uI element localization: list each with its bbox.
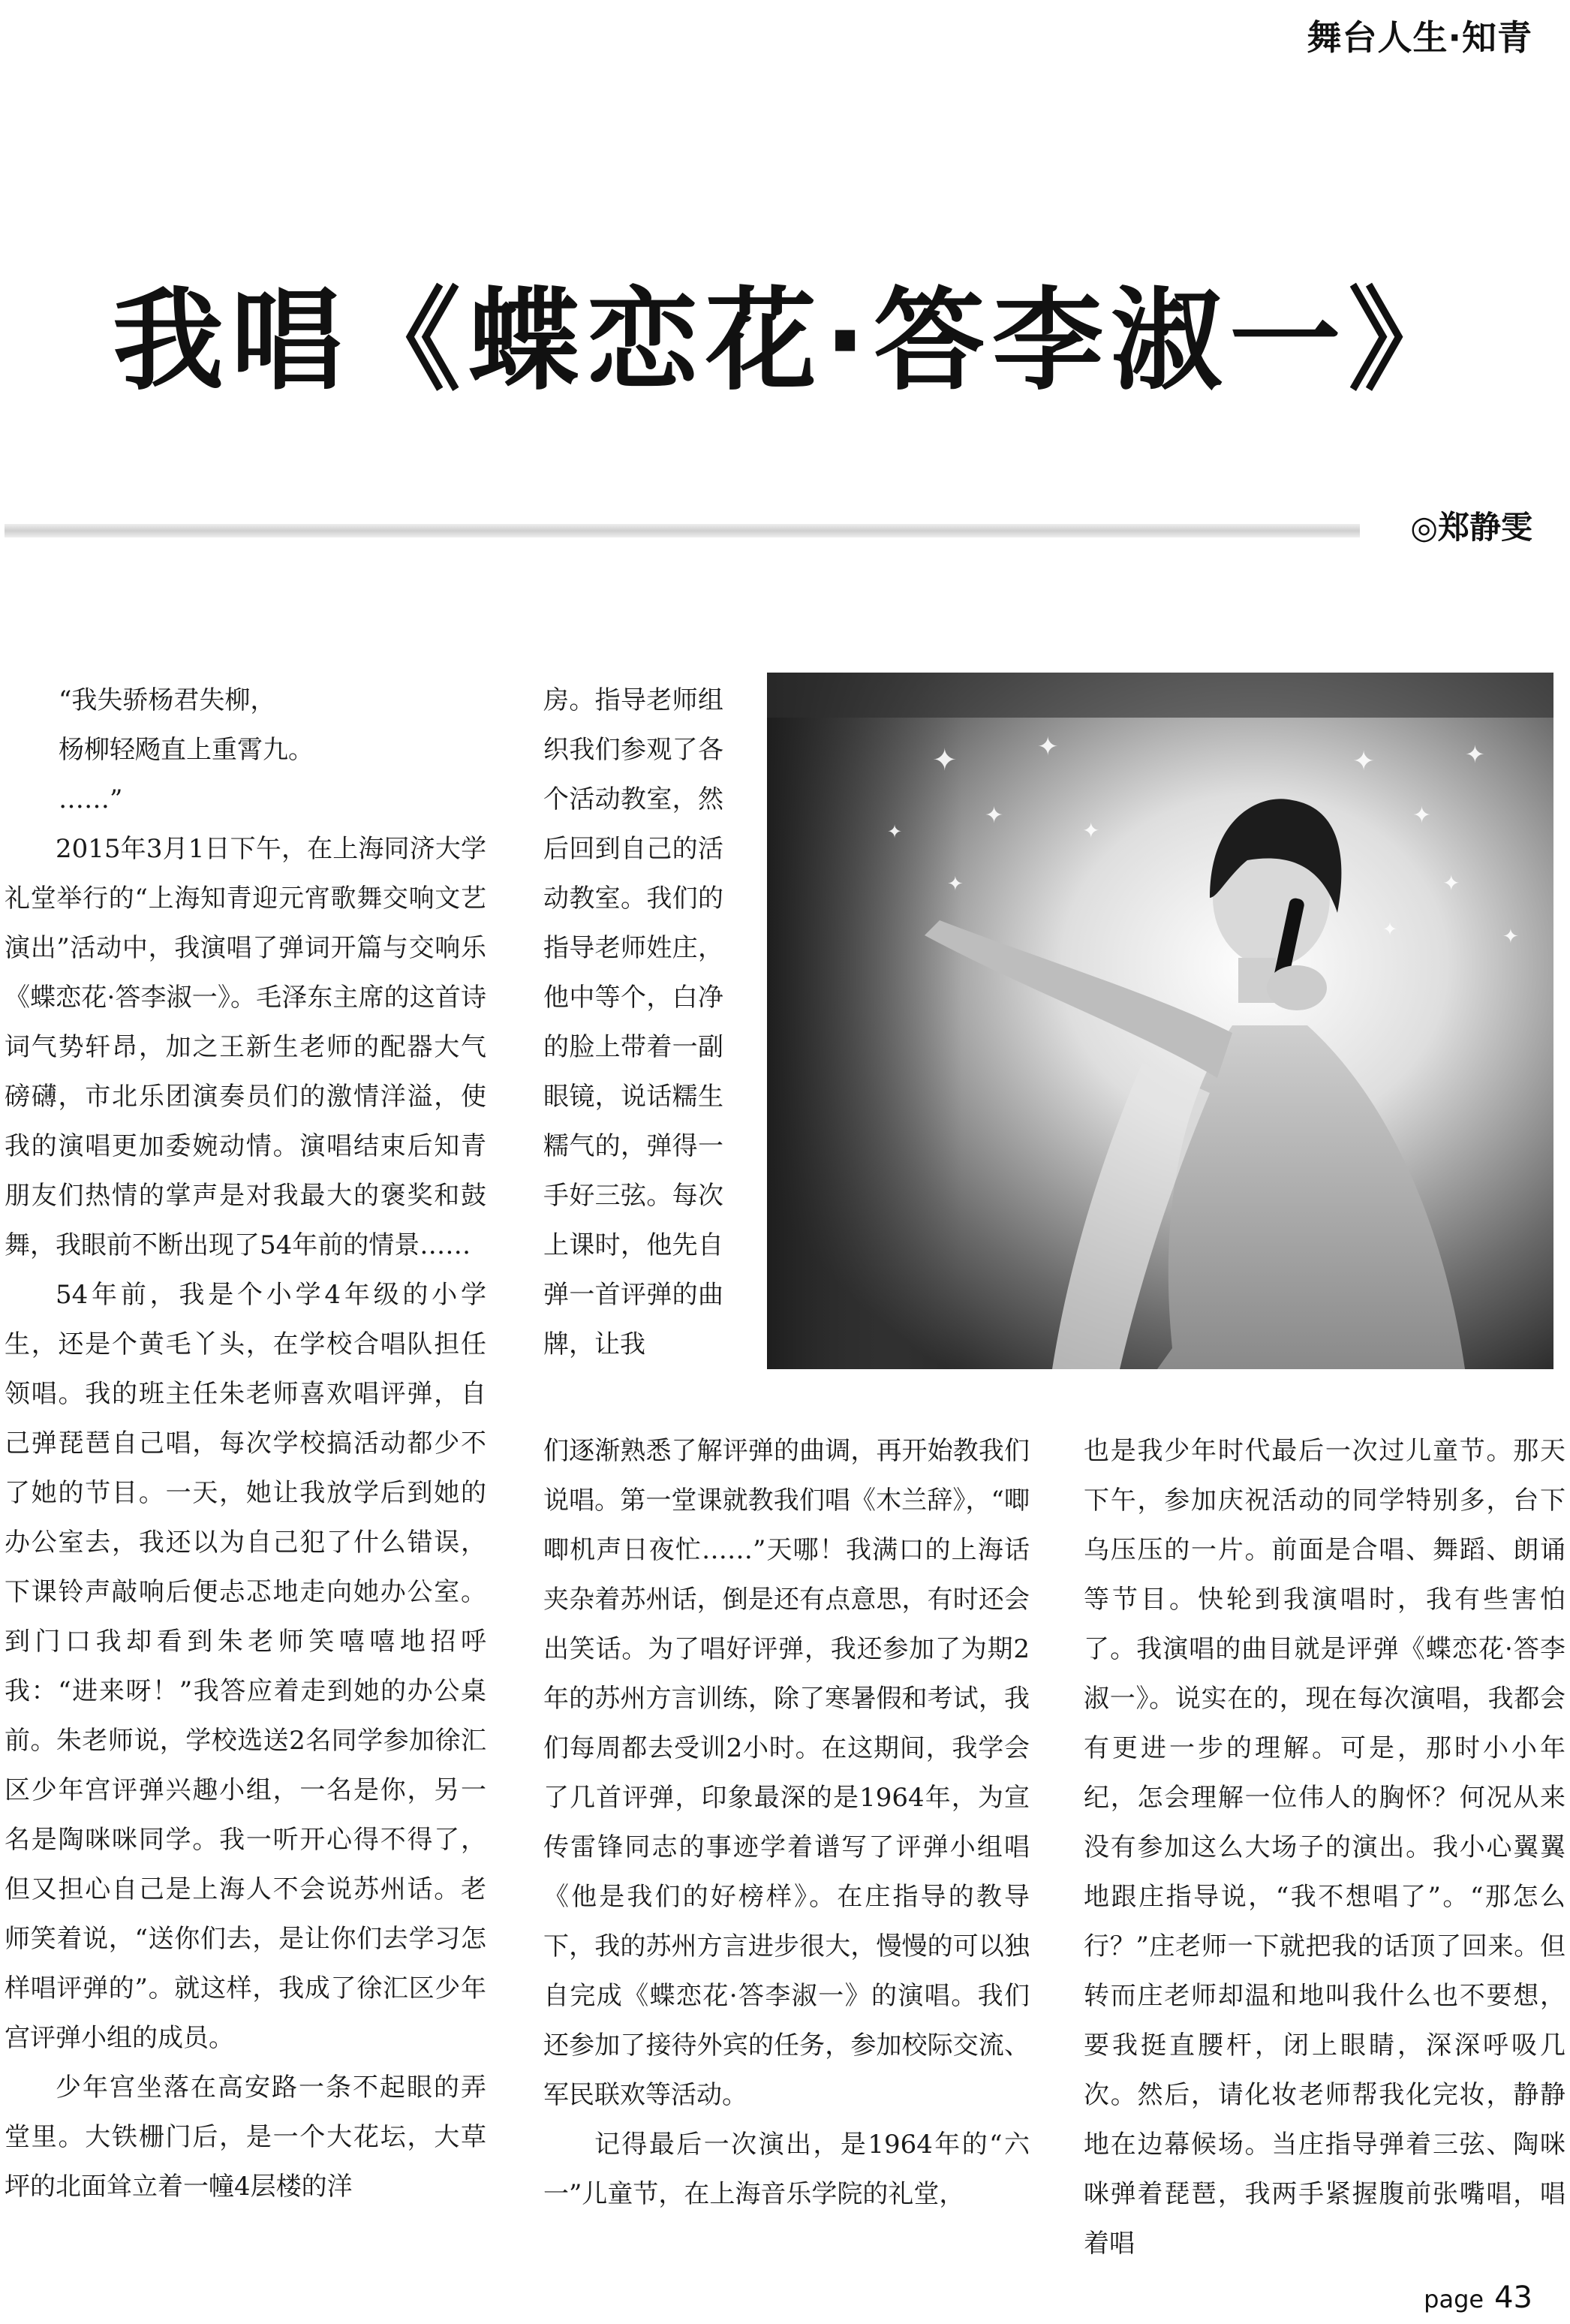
performer-photo <box>767 673 1553 1369</box>
svg-text:✦: ✦ <box>887 821 903 842</box>
paragraph: 们逐渐熟悉了解评弹的曲调，再开始教我们说唱。第一堂课就教我们唱《木兰辞》，“唧唧机声日夜忙……”天哪！我满口的上海话夹杂着苏州话，倒是还有点意思，有时还会出笑话。为了唱好评弹，我还参加了为期2年的苏州方言训练，除了寒暑假和考试，我们每周都去受训2小时。在这期间，我学会了几首评弹，印象最深的是1964年，为宣传雷锋同志的事迹学着谱写了评弹小组唱《他是我们的好榜样》。在庄指导的教导下，我的苏州方言进步很大，慢慢的可以独自完成《蝶恋花·答李淑一》的演唱。我们还参加了接待外宾的任务，参加校际交流、军民联欢等活动。 <box>543 1436 1030 2110</box>
column-2-narrow <box>543 676 723 1369</box>
svg-text:✦: ✦ <box>1352 746 1376 777</box>
column-2 <box>543 1426 1030 2219</box>
svg-text:✦: ✦ <box>947 873 964 896</box>
page-word: page <box>1424 2285 1484 2313</box>
article-title: 我唱《蝶恋花·答李淑一》 <box>113 276 1467 405</box>
page-number <box>1424 2280 1532 2315</box>
svg-text:✦: ✦ <box>1082 818 1100 843</box>
column-1 <box>5 676 486 2211</box>
paragraph: 少年宫坐落在高安路一条不起眼的弄堂里。大铁栅门后，是一个大花坛，大草坪的北面耸立着一幢4层楼的洋 <box>5 2073 486 2202</box>
title-rule <box>5 524 1360 537</box>
page-number-value: 43 <box>1494 2280 1532 2315</box>
svg-text:✦: ✦ <box>1412 802 1432 829</box>
column-3 <box>1084 1426 1565 2268</box>
paragraph: 也是我少年时代最后一次过儿童节。那天下午，参加庆祝活动的同学特别多，台下乌压压的一片。前面是合唱、舞蹈、朗诵等节目。快轮到我演唱时，我有些害怕了。我演唱的曲目就是评弹《蝶恋花·答李淑一》。说实在的，现在每次演唱，我都会有更进一步的理解。可是，那时小小年纪，怎会理解一位伟人的胸怀？何况从来没有参加这么大场子的演出。我小心翼翼地跟庄指导说，“我不想唱了”。“那怎么行？”庄老师一下就把我的话顶了回来。但转而庄老师却温和地叫我什么也不要想，要我挺直腰杆，闭上眼睛，深深呼吸几次。然后，请化妆老师帮我化完妆，静静地在边幕候场。当庄指导弹着三弦、陶咪咪弹着琵琶，我两手紧握腹前张嘴唱，唱着唱 <box>1084 1436 1565 2259</box>
svg-text:✦: ✦ <box>1502 926 1519 948</box>
paragraph: 房。指导老师组织我们参观了各个活动教室，然后回到自己的活动教室。我们的指导老师姓庄，他中等个，白净的脸上带着一副眼镜，说话糯生糯气的，弹得一手好三弦。每次上课时，他先自弹一首评弹的曲牌，让我 <box>543 685 723 1359</box>
svg-text:✦: ✦ <box>1382 919 1398 940</box>
poem-quote <box>5 676 486 824</box>
svg-text:✦: ✦ <box>1037 732 1059 762</box>
section-label: 舞台人生·知青 <box>1307 17 1532 58</box>
svg-text:✦: ✦ <box>1465 740 1485 769</box>
paragraph: 54年前，我是个小学4年级的小学生，还是个黄毛丫头，在学校合唱队担任领唱。我的班主任朱老师喜欢唱评弹，自己弹琵琶自己唱，每次学校搞活动都少不了她的节目。一天，她让我放学后到她的办公室去，我还以为自己犯了什么错误，下课铃声敲响后便忐忑地走向她办公室。到门口我却看到朱老师笑嘻嘻地招呼我：“进来呀！”我答应着走到她的办公桌前。朱老师说，学校选送2名同学参加徐汇区少年宫评弹兴趣小组，一名是你，另一名是陶咪咪同学。我一听开心得不得了，但又担心自己是上海人不会说苏州话。老师笑着说，“送你们去，是让你们去学习怎样唱评弹的”。就这样，我成了徐汇区少年宫评弹小组的成员。 <box>5 1280 486 2053</box>
svg-text:✦: ✦ <box>932 743 958 778</box>
paragraph: 2015年3月1日下午，在上海同济大学礼堂举行的“上海知青迎元宵歌舞交响文艺演出”活动中，我演唱了弹词开篇与交响乐《蝶恋花·答李淑一》。毛泽东主席的这首诗词气势轩昂，加之王新生老师的配器大气磅礴，市北乐团演奏员们的激情洋溢，使我的演唱更加委婉动情。演唱结束后知青朋友们热情的掌声是对我最大的褒奖和鼓舞，我眼前不断出现了54年前的情景…… <box>5 834 486 1260</box>
byline: ◎郑静雯 <box>1410 509 1532 546</box>
svg-text:✦: ✦ <box>985 802 1004 829</box>
poem-line: “我失骄杨君失柳， <box>59 685 276 715</box>
poem-line: ……” <box>59 784 123 814</box>
poem-line: 杨柳轻飏直上重霄九。 <box>59 735 314 765</box>
svg-text:✦: ✦ <box>1442 871 1460 896</box>
paragraph: 记得最后一次演出，是1964年的“六一”儿童节，在上海音乐学院的礼堂， <box>543 2130 1030 2209</box>
